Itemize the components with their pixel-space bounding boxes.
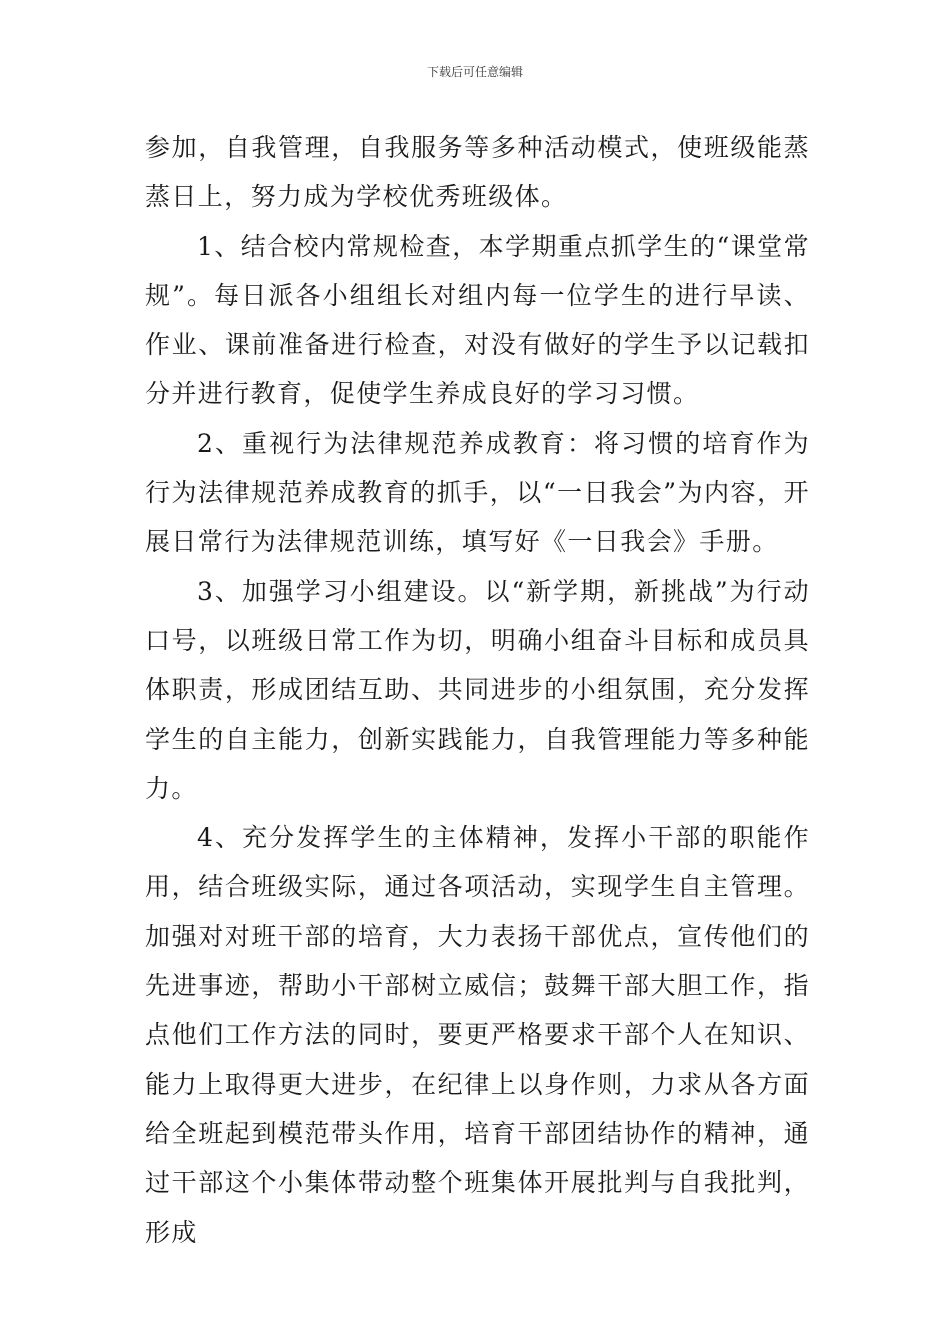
- paragraph-intro: 参加，自我管理，自我服务等多种活动模式，使班级能蒸蒸日上，努力成为学校优秀班级体。: [145, 133, 810, 212]
- paragraph-item-1: 1、结合校内常规检查，本学期重点抓学生的“课堂常规”。每日派各小组组长对组内每一位学生的进行早读、作业、课前准备进行检查，对没有做好的学生予以记载扣分并进行教育，促使学生养成良好的学习习惯。: [145, 231, 810, 409]
- document-body: [145, 123, 810, 1257]
- paragraph-item-2: 2、重视行为法律规范养成教育：将习惯的培育作为行为法律规范养成教育的抓手，以“一日我会”为内容，开展日常行为法律规范训练，填写好《一日我会》手册。: [145, 428, 810, 557]
- paragraph-item-3: 3、加强学习小组建设。以“新学期，新挑战”为行动口号，以班级日常工作为切，明确小组奋斗目标和成员具体职责，形成团结互助、共同进步的小组氛围，充分发挥学生的自主能力，创新实践能力，自我管理能力等多种能力。: [145, 576, 810, 803]
- page-header: 下载后可任意编辑: [426, 65, 523, 79]
- paragraph-item-4: 4、充分发挥学生的主体精神，发挥小干部的职能作用，结合班级实际，通过各项活动，实现学生自主管理。加强对对班干部的培育，大力表扬干部优点，宣传他们的先进事迹，帮助小干部树立威信；鼓舞干部大胆工作，指点他们工作方法的同时，要更严格要求干部个人在知识、能力上取得更大进步，在纪律上以身作则，力求从各方面给全班起到模范带头作用，培育干部团结协作的精神，通过干部这个小集体带动整个班集体开展批判与自我批判，形成: [145, 823, 810, 1247]
